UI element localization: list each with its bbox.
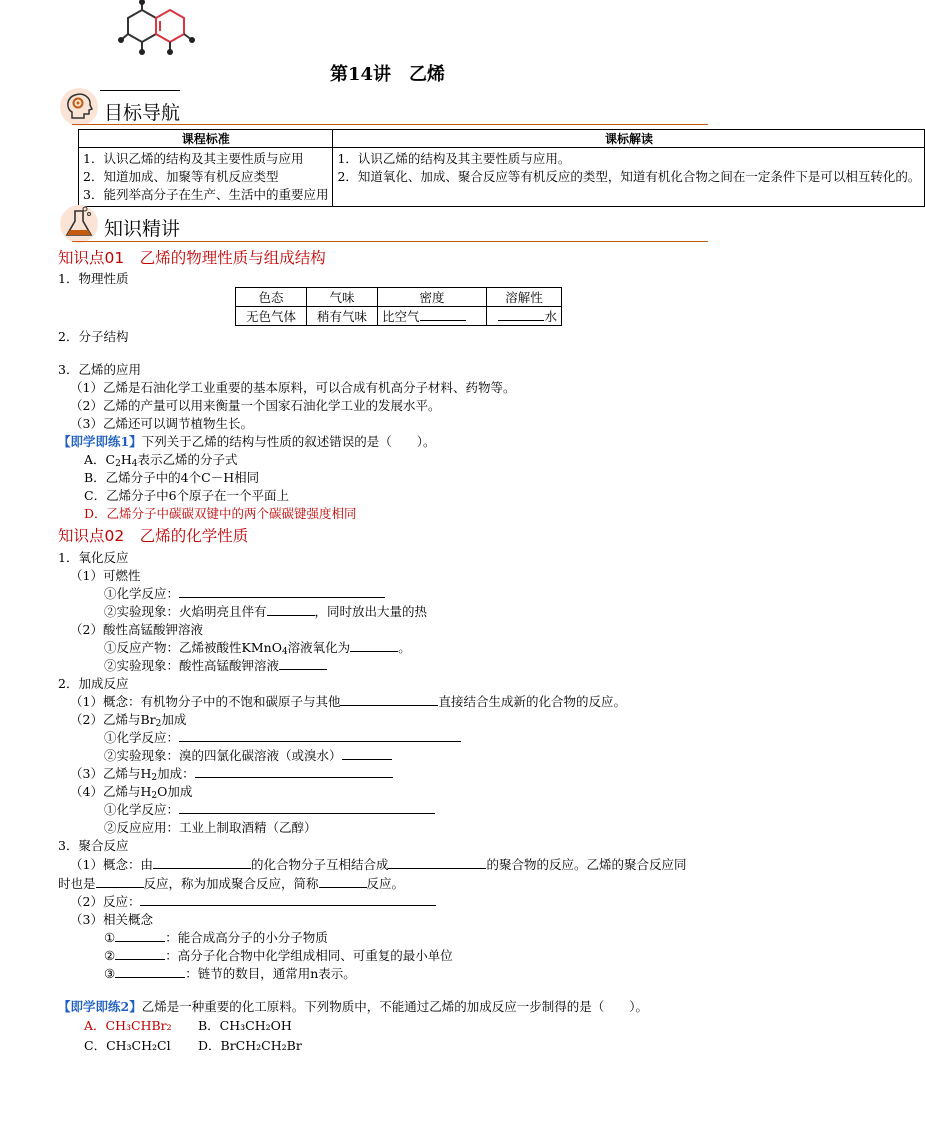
standards-col1-header: 课程标准	[79, 130, 333, 148]
answer-blank[interactable]	[420, 308, 466, 321]
kp1-structure: 2．分子结构	[58, 329, 129, 344]
combustion-phenomenon	[104, 602, 427, 620]
label: （1）概念：由	[70, 857, 153, 872]
label: ：能合成高分子的小分子物质	[165, 930, 328, 945]
answer-blank[interactable]	[279, 657, 327, 670]
exercise1-option-d[interactable]: D．乙烯分子中碳碳双键中的两个碳碳键强度相同	[84, 506, 357, 521]
label: ①化学反应：	[104, 730, 180, 745]
exercise2-option-a[interactable]: A．CH₃CHBr₂	[84, 1018, 172, 1033]
label: ③	[104, 966, 116, 981]
props-value: 水	[544, 309, 557, 324]
section-rule	[72, 241, 708, 242]
props-value: 无色气体	[236, 307, 307, 326]
standards-left-item: 1．认识乙烯的结构及其主要性质与应用	[83, 151, 304, 166]
label: 时也是	[58, 876, 96, 891]
standards-table	[78, 129, 925, 207]
label: 直接结合生成新的化合物的反应。	[438, 694, 626, 709]
kp1-use-item: （3）乙烯还可以调节植物生长。	[70, 416, 253, 431]
kp1-uses: 3．乙烯的应用	[58, 362, 141, 377]
answer-blank[interactable]	[350, 639, 398, 652]
polymerization-heading: 3．聚合反应	[58, 838, 129, 853]
standards-col2-header: 课标解读	[333, 130, 925, 148]
kmno4-phenomenon	[104, 656, 327, 674]
kp1-use-item: （1）乙烯是石油化学工业重要的基本原料，可以合成有机高分子材料、药物等。	[70, 380, 516, 395]
exercise2-question	[58, 997, 648, 1015]
answer-blank[interactable]	[179, 585, 385, 598]
title-underline	[100, 90, 180, 91]
h2-addition: （3）乙烯与$H_2$加成：	[70, 764, 393, 783]
answer-blank[interactable]	[342, 747, 392, 760]
label: O加成	[157, 784, 193, 799]
kp2-title: 知识点02 乙烯的化学性质	[58, 527, 249, 545]
oxidation-heading: 1．氧化反应	[58, 550, 129, 565]
label: 的化合物分子互相结合成	[250, 857, 389, 872]
answer-blank[interactable]	[96, 875, 144, 888]
br2-addition: （2）乙烯与$Br_2$加成	[70, 712, 187, 729]
standards-left-item: 2．知道加成、加聚等有机反应类型	[83, 169, 279, 184]
kmno4-product: ①反应产物：乙烯被酸性KMnO$_4$溶液氧化为 。	[104, 640, 411, 657]
label: （2）反应：	[70, 894, 141, 909]
label: ①	[104, 930, 116, 945]
label: 反应，称为加成聚合反应，简称	[143, 876, 319, 891]
label: 反应。	[366, 876, 405, 891]
page-title: 第14讲 乙烯	[330, 64, 446, 85]
kp1-use-item: （2）乙烯的产量可以用来衡量一个国家石油化学工业的发展水平。	[70, 398, 441, 413]
answer-blank[interactable]	[388, 856, 486, 869]
standards-left-cell	[79, 148, 333, 207]
combustion-reaction	[104, 584, 385, 602]
answer-blank[interactable]	[267, 603, 315, 616]
label: ：高分子化合物中化学组成相同、可重复的最小单位	[165, 948, 453, 963]
polymerization-reaction	[70, 892, 436, 910]
props-header: 溶解性	[487, 288, 562, 307]
kmno4-label: （2）酸性高锰酸钾溶液	[70, 622, 203, 637]
label: （2）乙烯与Br	[70, 712, 156, 727]
exercise1-text: 下列关于乙烯的结构与性质的叙述错误的是（ ）。	[141, 434, 436, 449]
exercise1-question	[58, 432, 435, 450]
answer-blank[interactable]	[319, 875, 367, 888]
physical-props-table	[235, 287, 562, 326]
addition-concept	[70, 692, 626, 710]
answer-blank[interactable]	[115, 965, 185, 978]
props-header: 色态	[236, 288, 307, 307]
standards-left-item: 3．能列举高分子在生产、生活中的重要应用	[83, 187, 329, 202]
exercise1-option-b[interactable]: B．乙烯分子中的4个C－H相同	[84, 470, 260, 485]
exercise1-tag: 【即学即练1】	[58, 434, 142, 449]
label: ：链节的数目，通常用n表示。	[185, 966, 356, 981]
label: ②	[104, 948, 116, 963]
answer-blank[interactable]	[140, 893, 436, 906]
polymerization-concept-cont	[58, 874, 404, 892]
exercise2-tag: 【即学即练2】	[58, 999, 142, 1014]
concept-chain-unit	[104, 946, 453, 964]
related-concepts: （3）相关概念	[70, 912, 153, 927]
addition-heading: 2．加成反应	[58, 676, 129, 691]
label: 溶液氧化为	[287, 640, 351, 655]
flask-icon	[64, 205, 94, 241]
molecule-logo	[118, 0, 198, 62]
label: ②实验现象：溴的四氯化碳溶液（或溴水）	[104, 748, 342, 763]
props-header: 密度	[378, 288, 487, 307]
h2o-application: ②反应应用：工业上制取酒精（乙醇）	[104, 820, 317, 835]
answer-blank[interactable]	[179, 729, 461, 742]
exercise2-text: 乙烯是一种重要的化工原料。下列物质中，不能通过乙烯的加成反应一步制得的是（ ）。	[141, 999, 648, 1014]
answer-blank[interactable]	[179, 801, 435, 814]
option-a-label: A．C	[84, 452, 116, 467]
br2-phenomenon	[104, 746, 392, 764]
label: （3）乙烯与H	[70, 766, 152, 781]
props-value: 比空气	[382, 309, 420, 324]
label: 加成	[161, 712, 187, 727]
exercise2-option-c[interactable]: C．CH₃CH₂Cl	[84, 1038, 171, 1053]
props-header: 气味	[307, 288, 378, 307]
props-value-solubility	[487, 307, 562, 326]
props-value: 稍有气味	[307, 307, 378, 326]
brain-gear-icon	[64, 90, 94, 122]
label: ①反应产物：乙烯被酸性KMnO	[104, 640, 282, 655]
answer-blank[interactable]	[498, 308, 544, 321]
label: ②实验现象：酸性高锰酸钾溶液	[104, 658, 280, 673]
answer-blank[interactable]	[115, 947, 165, 960]
label: 的聚合物的反应。乙烯的聚合反应同	[486, 857, 687, 872]
exercise1-option-c[interactable]: C．乙烯分子中6个原子在一个平面上	[84, 488, 290, 503]
standards-right-item: 2．知道氧化、加成、聚合反应等有机反应的类型，知道有机化合物之间在一定条件下是可以相互转化的。	[337, 169, 921, 184]
section-rule	[72, 124, 708, 125]
section-heading-goals: 目标导航	[104, 102, 181, 124]
option-a-text: 表示乙烯的分子式	[137, 452, 238, 467]
polymerization-concept	[70, 855, 687, 873]
br2-reaction	[104, 728, 461, 746]
h2o-reaction	[104, 800, 435, 818]
standards-right-cell	[333, 148, 925, 207]
concept-degree	[104, 964, 356, 982]
answer-blank[interactable]	[340, 693, 438, 706]
exercise2-option-b[interactable]: B．CH₃CH₂OH	[198, 1018, 292, 1033]
answer-blank[interactable]	[153, 856, 251, 869]
label: ，同时放出大量的热	[314, 604, 428, 619]
exercise2-option-d[interactable]: D．BrCH₂CH₂Br	[198, 1038, 302, 1053]
label: （4）乙烯与H	[70, 784, 152, 799]
answer-blank[interactable]	[115, 929, 165, 942]
label: ①化学反应：	[104, 802, 180, 817]
standards-right-item: 1．认识乙烯的结构及其主要性质与应用。	[337, 151, 571, 166]
answer-blank[interactable]	[195, 765, 393, 778]
exercise1-option-a[interactable]: A．$C_2H_4$表示乙烯的分子式	[84, 452, 238, 469]
label: ①化学反应：	[104, 586, 180, 601]
combustion-label: （1）可燃性	[70, 568, 141, 583]
section-heading-knowledge: 知识精讲	[104, 218, 181, 240]
kp1-title: 知识点01 乙烯的物理性质与组成结构	[58, 249, 326, 267]
props-value-density	[378, 307, 487, 326]
h2o-addition: （4）乙烯与$H_2O$加成	[70, 784, 193, 801]
label: （1）概念：有机物分子中的不饱和碳原子与其他	[70, 694, 341, 709]
label: ②实验现象：火焰明亮且伴有	[104, 604, 267, 619]
kp1-physical: 1．物理性质	[58, 271, 129, 286]
concept-monomer	[104, 928, 328, 946]
label: 加成：	[157, 766, 195, 781]
